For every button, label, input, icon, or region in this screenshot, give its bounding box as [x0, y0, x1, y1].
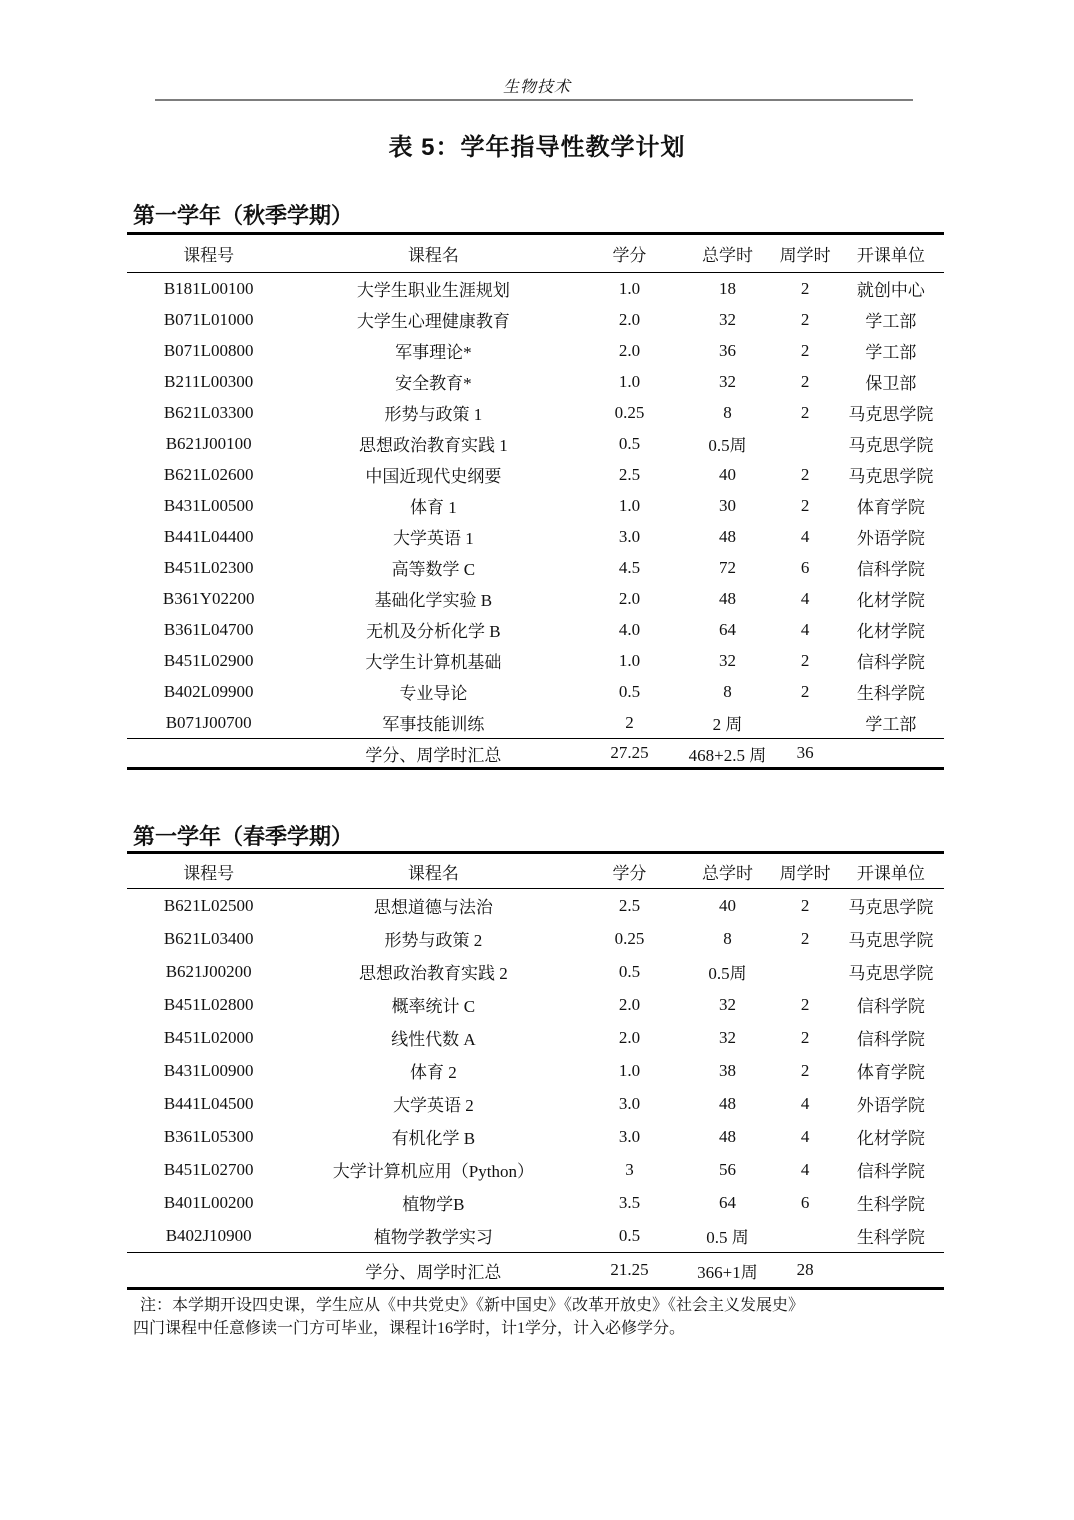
table-row	[127, 459, 944, 490]
column-header-weekly-hours: 周学时	[772, 853, 837, 889]
cell: 大学生心理健康教育	[356, 312, 510, 331]
fall-semester-table	[127, 232, 944, 770]
cell: 中国近现代史纲要	[365, 467, 502, 486]
cell: 大学生计算机基础	[365, 653, 502, 672]
cell: 化材学院	[856, 1129, 925, 1148]
cell: B621J00100	[165, 433, 252, 453]
cell: 生科学院	[856, 684, 925, 703]
cell: B071L01000	[163, 309, 254, 329]
cell: B451L02000	[163, 1027, 254, 1047]
cell: B451L02800	[163, 994, 254, 1014]
table-row	[127, 645, 944, 676]
cell: B402L09900	[163, 681, 254, 701]
cell: 72	[718, 557, 736, 577]
table-header-row	[127, 853, 944, 889]
cell: 4	[800, 619, 810, 639]
cell: 32	[718, 1027, 736, 1047]
summary-cell	[127, 1253, 290, 1289]
cell: 1.0	[618, 278, 641, 298]
cell: 0.25	[614, 402, 645, 422]
cell: 马克思学院	[848, 964, 934, 983]
cell: 基础化学实验 B	[374, 591, 493, 610]
column-header-credits: 学分	[576, 234, 682, 273]
table-body	[127, 273, 944, 739]
table-row	[127, 676, 944, 707]
page-title: 表 5：学年指导性教学计划	[388, 134, 686, 161]
table-row	[127, 988, 944, 1021]
cell: 大学计算机应用（Python）	[332, 1162, 534, 1181]
cell: B431L00500	[163, 495, 254, 515]
cell: 化材学院	[856, 622, 925, 641]
column-header-course-id: 课程号	[127, 853, 290, 889]
cell: 3.5	[618, 1192, 641, 1212]
cell: B361L04700	[163, 619, 254, 639]
cell: 化材学院	[856, 591, 925, 610]
cell: 38	[718, 1060, 736, 1080]
cell: 信科学院	[856, 1162, 925, 1181]
table-row	[127, 366, 944, 397]
summary-cell	[838, 739, 944, 769]
cell: B451L02900	[163, 650, 254, 670]
table-row	[127, 552, 944, 583]
cell: 4	[800, 1159, 810, 1179]
column-header-total-hours: 总学时	[683, 234, 773, 273]
cell: 48	[718, 1093, 736, 1113]
cell: 学工部	[865, 343, 917, 362]
cell: 0.5 周	[706, 1228, 749, 1247]
column-header-credits: 学分	[576, 853, 682, 889]
cell: 2 周	[712, 715, 743, 734]
table-row	[127, 490, 944, 521]
table-row	[127, 397, 944, 428]
cell: B621L03400	[163, 928, 254, 948]
cell: 外语学院	[856, 529, 925, 548]
column-header-weekly-hours: 周学时	[772, 234, 837, 273]
cell: 56	[718, 1159, 736, 1179]
cell: 2.5	[618, 895, 641, 915]
cell: 0.5	[618, 433, 641, 453]
cell: 0.5	[618, 1225, 641, 1245]
summary-row	[127, 1253, 944, 1289]
cell: 2	[800, 464, 810, 484]
cell: 马克思学院	[848, 405, 934, 424]
cell: 32	[718, 309, 736, 329]
table-row	[127, 1153, 944, 1186]
cell: 4	[800, 1093, 810, 1113]
cell: B441L04500	[163, 1093, 254, 1113]
table-row	[127, 889, 944, 923]
cell: 2.0	[618, 1027, 641, 1047]
cell: 体育学院	[856, 498, 925, 517]
cell: 0.5	[618, 961, 641, 981]
cell: 信科学院	[856, 1030, 925, 1049]
cell: 30	[718, 495, 736, 515]
cell: 专业导论	[399, 684, 468, 703]
cell: B071J00700	[165, 712, 252, 732]
table-row	[127, 304, 944, 335]
cell: 2	[800, 681, 810, 701]
cell: 马克思学院	[848, 436, 934, 455]
cell: 2	[800, 994, 810, 1014]
cell: 信科学院	[856, 997, 925, 1016]
cell: 2.0	[618, 309, 641, 329]
cell: 高等数学 C	[391, 560, 476, 579]
summary-total-hours: 468+2.5 周	[683, 739, 773, 769]
cell: 2	[800, 371, 810, 391]
cell: 大学英语 2	[392, 1096, 474, 1115]
cell: 8	[723, 402, 732, 422]
cell: 40	[718, 464, 736, 484]
footnote	[133, 1294, 933, 1340]
table-row	[127, 707, 944, 739]
table-row	[127, 428, 944, 459]
table-row	[127, 521, 944, 552]
cell: B361L05300	[163, 1126, 254, 1146]
cell	[772, 1219, 837, 1253]
table-row	[127, 1054, 944, 1087]
cell: 3.0	[618, 1126, 641, 1146]
cell: 2	[800, 650, 810, 670]
cell: 32	[718, 994, 736, 1014]
cell: 2	[800, 402, 810, 422]
cell: B361Y02200	[162, 588, 255, 608]
table-body	[127, 889, 944, 1253]
cell: 思想政治教育实践 1	[358, 436, 508, 455]
cell: 1.0	[618, 371, 641, 391]
cell: 形势与政策 2	[384, 931, 483, 950]
cell: 32	[718, 371, 736, 391]
cell: 生科学院	[856, 1228, 925, 1247]
table-row	[127, 583, 944, 614]
table-header-row	[127, 234, 944, 273]
cell: 40	[718, 895, 736, 915]
summary-credits: 27.25	[576, 739, 682, 769]
cell: 0.5	[618, 681, 641, 701]
column-header-offering-unit: 开课单位	[838, 234, 944, 273]
summary-label: 学分、周学时汇总	[290, 1253, 576, 1289]
cell: 马克思学院	[848, 898, 934, 917]
cell: 军事技能训练	[382, 715, 485, 734]
cell: 大学英语 1	[392, 529, 474, 548]
cell: 2.0	[618, 340, 641, 360]
table-row	[127, 614, 944, 645]
cell: 2	[800, 278, 810, 298]
cell: B451L02300	[163, 557, 254, 577]
column-header-course-name: 课程名	[290, 853, 576, 889]
cell: 4	[800, 1126, 810, 1146]
cell	[772, 955, 837, 988]
cell: 32	[718, 650, 736, 670]
cell: 体育 1	[409, 498, 457, 517]
cell: 3	[625, 1159, 634, 1179]
cell: 6	[800, 557, 810, 577]
cell: 4.5	[618, 557, 641, 577]
table-row	[127, 1120, 944, 1153]
cell: 1.0	[618, 650, 641, 670]
cell: 6	[800, 1192, 810, 1212]
cell: 2.0	[618, 588, 641, 608]
cell: 64	[718, 619, 736, 639]
table-row	[127, 1021, 944, 1054]
cell: B621L02500	[163, 895, 254, 915]
summary-row	[127, 739, 944, 769]
summary-weekly-hours: 28	[772, 1253, 837, 1289]
table-row	[127, 1186, 944, 1219]
cell: 线性代数 A	[391, 1030, 476, 1049]
cell: 2	[800, 1027, 810, 1047]
footnote-line: 四门课程中任意修读一门方可毕业，课程计16学时，计1学分，计入必修学分。	[133, 1320, 686, 1337]
cell: 保卫部	[865, 374, 917, 393]
table-row	[127, 335, 944, 366]
summary-cell	[127, 739, 290, 769]
summary-credits: 21.25	[576, 1253, 682, 1289]
cell	[772, 707, 837, 739]
summary-label: 学分、周学时汇总	[290, 739, 576, 769]
cell: 马克思学院	[848, 931, 934, 950]
cell: 3.0	[618, 526, 641, 546]
cell: 学工部	[865, 715, 917, 734]
cell: 64	[718, 1192, 736, 1212]
cell: B071L00800	[163, 340, 254, 360]
cell: 3.0	[618, 1093, 641, 1113]
cell: 军事理论*	[395, 343, 472, 362]
cell: 外语学院	[856, 1096, 925, 1115]
cell: 体育 2	[409, 1063, 457, 1082]
summary-cell	[838, 1253, 944, 1289]
cell: 8	[723, 928, 732, 948]
table-row	[127, 1219, 944, 1253]
summary-total-hours: 366+1周	[683, 1253, 773, 1289]
cell: 有机化学 B	[391, 1129, 476, 1148]
cell: 2	[800, 928, 810, 948]
cell: B621L03300	[163, 402, 254, 422]
column-header-course-id: 课程号	[127, 234, 290, 273]
section-heading-fall-semester: 第一学年（秋季学期）	[133, 203, 354, 228]
cell: B441L04400	[163, 526, 254, 546]
cell: 信科学院	[856, 653, 925, 672]
column-header-total-hours: 总学时	[683, 853, 773, 889]
cell: 信科学院	[856, 560, 925, 579]
cell: 植物学B	[402, 1195, 465, 1214]
cell: 2.5	[618, 464, 641, 484]
cell: 植物学教学实习	[373, 1228, 493, 1247]
cell: 4	[800, 588, 810, 608]
table-row	[127, 955, 944, 988]
cell: B621J00200	[165, 961, 252, 981]
cell: 2	[800, 895, 810, 915]
section-heading-spring-semester: 第一学年（春季学期）	[133, 824, 354, 849]
cell: 思想道德与法治	[373, 898, 493, 917]
cell: 4	[800, 526, 810, 546]
cell: 0.25	[614, 928, 645, 948]
cell: 马克思学院	[848, 467, 934, 486]
cell: 学工部	[865, 312, 917, 331]
cell: B431L00900	[163, 1060, 254, 1080]
cell: 0.5周	[708, 436, 747, 455]
table-row	[127, 1087, 944, 1120]
cell: 4.0	[618, 619, 641, 639]
cell: 无机及分析化学 B	[366, 622, 501, 641]
cell: 2	[800, 1060, 810, 1080]
cell: B451L02700	[163, 1159, 254, 1179]
spring-semester-table	[127, 851, 944, 1290]
cell: B401L00200	[163, 1192, 254, 1212]
summary-weekly-hours: 36	[772, 739, 837, 769]
cell: 就创中心	[856, 281, 925, 300]
column-header-offering-unit: 开课单位	[838, 853, 944, 889]
cell: 2.0	[618, 994, 641, 1014]
cell: 1.0	[618, 1060, 641, 1080]
cell: 大学生职业生涯规划	[356, 281, 510, 300]
cell: 思想政治教育实践 2	[358, 964, 508, 983]
cell: 0.5周	[708, 964, 747, 983]
table-row	[127, 273, 944, 305]
cell: 2	[625, 712, 634, 732]
cell: 生科学院	[856, 1195, 925, 1214]
cell: 形势与政策 1	[384, 405, 483, 424]
cell: 48	[718, 588, 736, 608]
cell: B211L00300	[164, 371, 254, 391]
cell: 2	[800, 340, 810, 360]
cell: 安全教育*	[395, 374, 472, 393]
cell: B402J10900	[165, 1225, 252, 1245]
cell: 1.0	[618, 495, 641, 515]
cell: 48	[718, 526, 736, 546]
cell: B181L00100	[163, 278, 254, 298]
cell: B621L02600	[163, 464, 254, 484]
cell: 36	[718, 340, 736, 360]
footnote-line: 注：本学期开设四史课，学生应从《中共党史》《新中国史》《改革开放史》《社会主义发展史》	[140, 1297, 805, 1314]
running-header: 生物技术	[502, 79, 571, 96]
cell: 8	[723, 681, 732, 701]
cell: 2	[800, 495, 810, 515]
cell: 18	[718, 278, 736, 298]
cell: 2	[800, 309, 810, 329]
cell	[772, 428, 837, 459]
cell: 48	[718, 1126, 736, 1146]
cell: 体育学院	[856, 1063, 925, 1082]
column-header-course-name: 课程名	[290, 234, 576, 273]
table-row	[127, 922, 944, 955]
header-rule-divider	[155, 99, 913, 101]
cell: 概率统计 C	[391, 997, 476, 1016]
